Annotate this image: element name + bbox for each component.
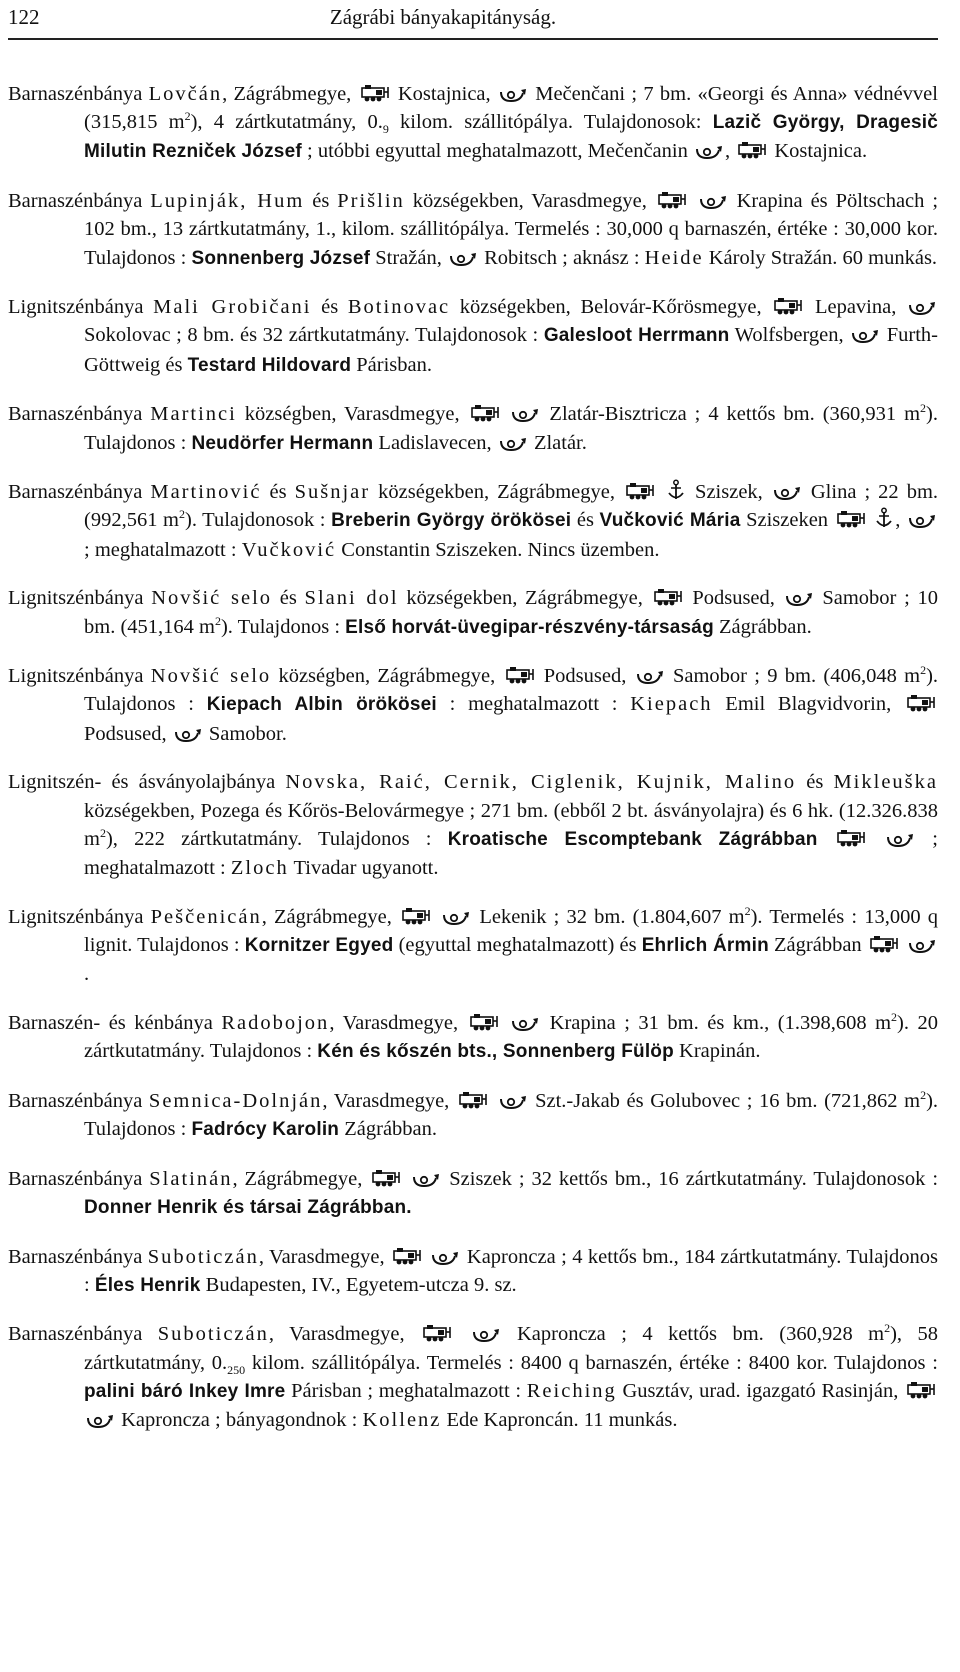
mine-type: Barnaszénbánya [8, 481, 151, 504]
railway-station-icon [836, 509, 866, 529]
entry-text: és [796, 771, 834, 794]
superscript: 2 [891, 1009, 898, 1024]
post-horn-icon [699, 194, 727, 210]
entry-text: ), 222 zártkutatmány. Tulajdonos : [105, 827, 448, 850]
entry-text: községekben, Zágrábmegye, [398, 587, 651, 610]
mine-entry-lupinjak [8, 187, 938, 273]
entry-text: Glina ; 22 bm. (992,561 m [84, 481, 939, 532]
mine-register-list [8, 80, 938, 1434]
place-name: Botinovac [347, 296, 451, 319]
entry-text: ). Tulajdonos : [84, 403, 938, 454]
railway-station-icon [458, 1090, 488, 1110]
post-horn-icon [886, 832, 914, 848]
entry-text: ). Tulajdonosok : [185, 509, 332, 532]
running-title: Zágrábi bányakapitányság. [329, 5, 557, 29]
mine-entry-suboticzan-1 [8, 1243, 938, 1300]
mine-entry-mali-grobicani [8, 293, 938, 380]
mine-type: Lignitszénbánya [8, 665, 151, 688]
superscript: 2 [744, 903, 751, 918]
entry-text: Károly Stražán. 60 munkás. [703, 246, 938, 269]
entry-text: , Varasdmegye, [322, 1089, 456, 1112]
place-name: Reiching [526, 1379, 617, 1402]
place-name: Kiepach [630, 693, 713, 716]
entry-text: ; meghatalmazott : [84, 538, 242, 561]
post-horn-icon [636, 669, 664, 685]
entry-text: és [272, 587, 305, 610]
entry-text: Zlatár-Bisztricza ; 4 kettős bm. (360,931 m [541, 403, 921, 426]
post-horn-icon [511, 1016, 539, 1032]
railway-station-icon [653, 587, 683, 607]
post-horn-icon [174, 727, 202, 743]
railway-station-icon [371, 1168, 401, 1188]
railway-station-icon [505, 665, 535, 685]
entry-text: községekben, Varasdmegye, [404, 190, 655, 213]
entry-text: Sziszeken [740, 509, 834, 532]
entry-text: Zlatár. [528, 431, 587, 454]
entry-text [433, 906, 440, 928]
entry-text: , [895, 509, 906, 532]
entry-text: községekben, Zágrábmegye, [370, 481, 623, 504]
superscript: 2 [920, 1087, 927, 1102]
page-header [8, 0, 938, 40]
entry-text: községben, Varasdmegye, [236, 403, 468, 426]
entry-text: ). Tulajdonos : [220, 615, 346, 638]
mine-type: Barnaszén- és kénbánya [8, 1011, 222, 1034]
entry-text: Podsused, [536, 665, 634, 688]
owner-name: Első horvát-üvegipar-részvény-társaság [345, 616, 714, 638]
post-horn-icon [908, 938, 936, 954]
entry-text: , Zágrábmegye, [222, 83, 358, 105]
entry-text: . [84, 963, 90, 986]
owner-name: Donner Henrik és társai Zágrábban. [84, 1196, 412, 1218]
mine-entry-slatinan [8, 1165, 938, 1222]
superscript: 2 [184, 109, 191, 124]
entry-text [689, 190, 697, 212]
owner-name: Vučković Mária [599, 510, 741, 532]
post-horn-icon [499, 1094, 527, 1110]
place-name: Kollenz [362, 1409, 442, 1432]
post-horn-icon [511, 407, 539, 423]
place-name: Novšić selo [150, 665, 272, 688]
post-horn-icon [442, 910, 470, 926]
entry-text: ), 58 zártkutatmány, 0. [84, 1323, 939, 1374]
anchor-icon [667, 479, 685, 501]
railway-station-icon [906, 693, 936, 713]
place-name: Lovčán [148, 83, 223, 105]
entry-text: Gusztáv, urad. igazgató Rasinján, [616, 1379, 904, 1402]
entry-text [818, 828, 834, 850]
mine-entry-martinci [8, 400, 938, 457]
railway-station-icon [737, 140, 767, 160]
entry-text [454, 1323, 469, 1345]
entry-text: Podsused, [84, 722, 172, 745]
owner-name: Testard Hildovard [187, 354, 352, 376]
post-horn-icon [499, 87, 527, 103]
superscript: 2 [99, 825, 106, 840]
entry-text: Kostajnica, [391, 83, 497, 105]
entry-text: Robitsch ; aknász : [478, 246, 645, 269]
entry-text: Budapesten, IV., Egyetem-utcza 9. sz. [200, 1273, 517, 1296]
mine-entry-radobojon [8, 1009, 938, 1066]
place-name: Suboticzán [157, 1323, 269, 1346]
entry-text: , Varasdmegye, [268, 1323, 421, 1346]
railway-station-icon [469, 1012, 499, 1032]
owner-name: Breberin György örökösei [331, 510, 572, 532]
railway-station-icon [869, 934, 899, 954]
entry-text: Podsused, [684, 587, 783, 610]
entry-text: , [724, 140, 736, 163]
entry-text: , Varasdmegye, [258, 1245, 391, 1268]
entry-text: Kaproncza ; 4 kettős bm. (360,928 m [501, 1323, 885, 1346]
place-name: Novska, Raić, Cernik, Ciglenik, Kujnik, Malino [285, 771, 797, 794]
entry-text: Sziszek, [687, 481, 771, 504]
subscript: 250 [227, 1362, 246, 1377]
entry-text: Mečenčani ; 7 bm. «Georgi és Anna» védnévvel (315,815 m [84, 83, 938, 134]
entry-text: (egyuttal meghatalmazott) és [393, 933, 642, 956]
mine-entry-novsic-slani [8, 584, 938, 641]
place-name: Slani dol [304, 587, 399, 610]
entry-text: községben, Zágrábmegye, [271, 665, 503, 688]
mine-type: Barnaszénbánya [8, 1245, 148, 1268]
mine-entry-pescenica [8, 903, 938, 989]
entry-text: , Varasdmegye, [329, 1011, 467, 1034]
place-name: Prišlin [337, 190, 405, 213]
entry-text: Constantin Sziszeken. Nincs üzemben. [336, 538, 660, 561]
post-horn-icon [449, 251, 477, 267]
entry-text: Emil Blagvidvorin, [712, 693, 905, 716]
superscript: 2 [214, 613, 221, 628]
entry-text: ). Tulajdonos : [84, 1089, 939, 1140]
entry-text [424, 1246, 429, 1268]
place-name: Mali Grobičani [153, 296, 312, 319]
entry-text: és [571, 509, 600, 532]
entry-text: és [261, 481, 295, 504]
entry-text: Tivadar ugyanott. [288, 856, 439, 879]
entry-text: ; meghatalmazott : [84, 827, 938, 879]
mine-type: Barnaszénbánya [8, 1323, 158, 1346]
railway-station-icon [657, 190, 687, 210]
owner-name: Fadrócy Karolin [191, 1118, 340, 1140]
entry-text: Wolfsbergen, [729, 324, 850, 347]
entry-text: Sziszek ; 32 kettős bm., 16 zártkutatmány. Tulajdonosok : [442, 1167, 939, 1190]
owner-name: Kroatische Escomptebank Zágrábban [447, 828, 818, 850]
post-horn-icon [785, 591, 813, 607]
mine-type: Barnaszénbánya [8, 83, 149, 105]
place-name: Martinci [150, 403, 237, 426]
entry-text: Kaproncza ; bányagondnok : [116, 1409, 363, 1432]
owner-name: Neudörfer Hermann [191, 432, 374, 454]
railway-station-icon [625, 481, 655, 501]
entry-text: ). 20 zártkutatmány. Tulajdonos : [84, 1011, 939, 1062]
entry-text: Párisban. [351, 353, 433, 376]
entry-text: Samobor. [203, 722, 287, 745]
owner-name: Kiepach Albin örökösei [206, 694, 437, 716]
entry-text: községekben, Pozega és Kőrös-Belovármegye ; 271 bm. (ebből 2 bt. ásványolajra) és 6 hk. (12.326.838 m [84, 799, 938, 850]
mine-type: Lignitszénbánya [8, 905, 151, 928]
entry-text: Zágrábban [768, 933, 867, 956]
entry-text [403, 1168, 410, 1190]
railway-station-icon [836, 828, 866, 848]
mine-entry-martinovic [8, 478, 938, 564]
mine-type: Lignitszénbánya [8, 587, 152, 610]
entry-text: Zágrábban. [713, 615, 812, 638]
place-name: Slatinán [149, 1167, 233, 1190]
mine-entry-lovcan [8, 80, 938, 167]
entry-text [490, 1090, 497, 1112]
post-horn-icon [86, 1413, 114, 1429]
entry-text: Lepavina, [805, 296, 906, 319]
superscript: 2 [920, 401, 927, 416]
place-name: Suboticzán [147, 1245, 259, 1268]
post-horn-icon [908, 513, 936, 529]
mine-type: Lignitszén- és ásványolajbánya [8, 771, 286, 794]
railway-station-icon [470, 403, 500, 423]
entry-text: ). Tulajdonos : [84, 665, 939, 716]
post-horn-icon [431, 1250, 459, 1266]
railway-station-icon [422, 1323, 452, 1343]
owner-name: Galesloot Herrmann [543, 325, 730, 347]
entry-text: Samobor ; 10 bm. (451,164 m [84, 587, 938, 638]
entry-text: Furth-Göttweig és [84, 324, 938, 376]
entry-text: kilom. szállitópálya. Termelés : 8400 q barnaszén, értéke : 8400 kor. Tulajdonos : [245, 1351, 938, 1374]
mine-type: Barnaszénbánya [8, 1167, 150, 1190]
entry-text [901, 934, 906, 956]
post-horn-icon [773, 485, 801, 501]
place-name: Peščenicán [150, 905, 262, 928]
anchor-icon [875, 507, 893, 529]
entry-text: és [311, 296, 348, 319]
railway-station-icon [906, 1380, 936, 1400]
post-horn-icon [412, 1172, 440, 1188]
superscript: 2 [179, 507, 185, 522]
mine-entry-novsic-selo [8, 662, 938, 748]
mine-type: Lignitszénbánya [8, 296, 154, 319]
entry-text: Krapina ; 31 bm. és km., (1.398,608 m [541, 1011, 892, 1034]
entry-text [501, 1012, 510, 1034]
mine-entry-novska [8, 768, 938, 882]
superscript: 2 [920, 663, 927, 678]
place-name: Mikleuška [833, 771, 938, 794]
mine-entry-suboticzan-2 [8, 1320, 938, 1434]
entry-text: Krapina és Pöltschach ; 102 bm., 13 zártkutatmány, 1., kilom. szállitópálya. Termelés : 30,000 q barnaszén, értéke : 30,000 kor. Tulajdonos : [84, 190, 939, 269]
entry-text: Kaproncza ; 4 kettős bm., 184 zártkutatmány. Tulajdonos : [84, 1245, 938, 1296]
entry-text: ), 4 zártkutatmány, 0. [190, 111, 383, 134]
owner-name: Kornitzer Egyed [244, 934, 394, 956]
place-name: Martinović [150, 481, 262, 504]
subscript: 9 [382, 122, 389, 137]
post-horn-icon [499, 436, 527, 452]
entry-text: Zágrábban. [339, 1117, 438, 1140]
entry-text: , Zágrábmegye, [261, 905, 399, 928]
entry-text: és [304, 190, 338, 213]
entry-text: Krapinán. [673, 1039, 761, 1062]
mine-type: Barnaszénbánya [8, 403, 151, 426]
entry-text: Szt.-Jakab és Golubovec ; 16 bm. (721,862 m [528, 1089, 921, 1112]
railway-station-icon [401, 906, 431, 926]
place-name: Zloch [230, 856, 289, 879]
mine-entry-semnica [8, 1087, 938, 1144]
page-number: 122 [8, 5, 40, 29]
post-horn-icon [908, 300, 936, 316]
entry-text: Lekenik ; 32 bm. (1.804,607 m [472, 905, 745, 928]
place-name: Lupinják, Hum [150, 190, 305, 213]
entry-text [868, 828, 884, 850]
place-name: Radobojon [221, 1011, 330, 1034]
owner-name: Sonnenberg József [191, 247, 371, 269]
entry-text [657, 481, 665, 503]
place-name: Sušnjar [294, 481, 371, 504]
entry-text: , Zágrábmegye, [232, 1167, 370, 1190]
entry-text: Samobor ; 9 bm. (406,048 m [665, 665, 921, 688]
entry-text: Stražán, [370, 246, 447, 269]
place-name: Heide [644, 246, 704, 269]
place-name: Vučković [241, 538, 337, 561]
owner-name: palini báró Inkey Imre [84, 1380, 286, 1402]
entry-text: Kostajnica. [769, 140, 868, 163]
railway-station-icon [360, 83, 390, 103]
entry-text: ; utóbbi egyuttal meghatalmazott, Mečenčanin [301, 140, 693, 163]
superscript: 2 [884, 1321, 891, 1336]
owner-name: Ehrlich Ármin [641, 934, 769, 956]
owner-name: Kén és kőszén bts., Sonnenberg Fülöp [317, 1040, 674, 1062]
entry-text: községekben, Belovár-Kőrösmegye, [450, 296, 772, 319]
place-name: Semnica-Dolnján [148, 1089, 323, 1112]
entry-text: ). Termelés : 13,000 q lignit. Tulajdonos : [84, 905, 938, 956]
entry-text [868, 509, 874, 531]
post-horn-icon [851, 328, 879, 344]
entry-text: : meghatalmazott : [436, 693, 631, 716]
entry-text: Párisban ; meghatalmazott : [285, 1379, 527, 1402]
entry-text: Sokolovac ; 8 bm. és 32 zártkutatmány. Tulajdonosok : [84, 324, 544, 347]
mine-type: Barnaszénbánya [8, 190, 151, 213]
railway-station-icon [773, 296, 803, 316]
entry-text [502, 403, 510, 425]
entry-text: kilom. szállitópálya. Tulajdonosok: [388, 111, 713, 134]
railway-station-icon [392, 1246, 422, 1266]
owner-name: Lazič György, Dragesič Milutin Rezniček József [84, 112, 938, 163]
owner-name: Éles Henrik [94, 1274, 201, 1296]
mine-type: Barnaszénbánya [8, 1089, 149, 1112]
post-horn-icon [472, 1327, 500, 1343]
post-horn-icon [695, 144, 723, 160]
place-name: Novšić selo [151, 587, 273, 610]
entry-text: Ladislavecen, [373, 431, 497, 454]
entry-text: Ede Kaproncán. 11 munkás. [441, 1409, 678, 1432]
